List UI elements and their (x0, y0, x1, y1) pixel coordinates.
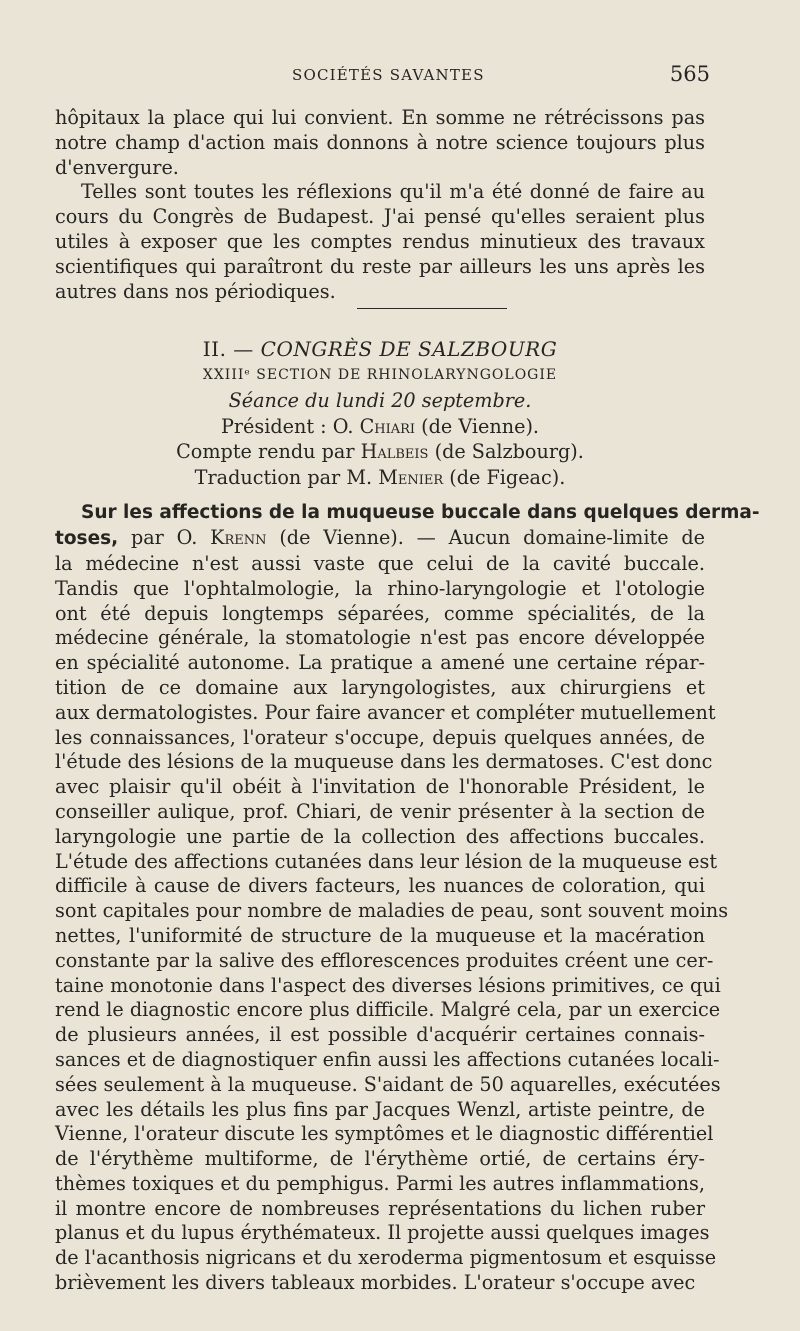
article-paragraph (55, 500, 760, 1296)
section-divider (357, 308, 507, 309)
translation-name: Menier (378, 465, 444, 489)
text-line: en spécialité autonome. La pratique a amené une certaine répar- (55, 651, 705, 675)
text-line: ont été depuis longtemps séparées, comme spécialités, de la (55, 601, 705, 625)
text-line: hôpitaux la place qui lui convient. En somme ne rétrécissons pas (55, 106, 705, 129)
report-prefix: Compte rendu par (176, 440, 355, 464)
text-line: la médecine n'est aussi vaste que celui de la cavité buccale. (55, 551, 705, 575)
president-line (55, 414, 705, 440)
text-line: laryngologie une partie de la collection des affections buccales. (55, 824, 705, 848)
author-line-rest: (de Vienne). — Aucun domaine-limite de (279, 526, 705, 550)
text-line: planus et du lupus érythémateux. Il projette aussi quelques images (55, 1221, 710, 1245)
text-line: tition de ce domaine aux laryngologistes, aux chirurgiens et (55, 675, 705, 699)
author-prefix: par O. (130, 526, 198, 550)
text-line: Vienne, l'orateur discute les symptômes et le diagnostic différentiel (55, 1122, 714, 1146)
section-heading-block (55, 337, 705, 490)
article-author-line (55, 526, 705, 552)
text-line: nettes, l'uniformité de structure de la muqueuse et la macération (55, 923, 705, 947)
text-line: de l'érythème multiforme, de l'érythème ortié, de certains éry- (55, 1147, 705, 1171)
president-name: Chiari (359, 414, 416, 438)
author-name: Krenn (210, 526, 267, 550)
text-line: sées seulement à la muqueuse. S'aidant de 50 aquarelles, exécutées (55, 1072, 721, 1096)
text-line: difficile à cause de divers facteurs, les nuances de coloration, qui (55, 874, 705, 898)
text-line: Tandis que l'ophtalmologie, la rhino-laryngologie et l'otologie (55, 576, 705, 600)
text-line: Telles sont toutes les réflexions qu'il m'a été donné de faire au (81, 180, 705, 204)
seance-date: Séance du lundi 20 septembre. (228, 389, 532, 413)
running-head: SOCIÉTÉS SAVANTES (292, 66, 485, 84)
text-line: cours du Congrès de Budapest. J'ai pensé qu'elles seraient plus (55, 205, 705, 229)
article-title-end: toses, (55, 528, 119, 550)
text-line: taine monotonie dans l'aspect des diverses lésions primitives, ce qui (55, 973, 721, 997)
translation-prefix: Traduction par M. (194, 465, 373, 489)
text-line: médecine générale, la stomatologie n'est pas encore développée (55, 626, 705, 650)
text-line: thèmes toxiques et du pemphigus. Parmi les autres inflammations, (55, 1171, 705, 1195)
text-line: il montre encore de nombreuses représentations du lichen ruber (55, 1196, 705, 1220)
text-line: notre champ d'action mais donnons à notre science toujours plus (55, 130, 705, 154)
text-line: constante par la salive des efflorescences produites créent une cer- (55, 948, 714, 972)
report-name: Halbeis (360, 440, 429, 464)
intro-paragraph (55, 106, 705, 180)
text-line: avec plaisir qu'il obéit à l'invitation de l'honorable Président, le (55, 775, 705, 799)
section-number: II. — (202, 337, 254, 362)
report-line (55, 439, 705, 465)
text-line: autres dans nos périodiques. (55, 279, 336, 303)
section-title (55, 337, 705, 363)
text-line: d'envergure. (55, 155, 179, 179)
text-line: aux dermatologistes. Pour faire avancer et compléter mutuellement (55, 700, 716, 724)
text-line: l'étude des lésions de la muqueuse dans les dermatoses. C'est donc (55, 750, 713, 774)
text-line: de plusieurs années, il est possible d'acquérir certaines connais- (55, 1023, 705, 1047)
text-line: sont capitales pour nombre de maladies de peau, sont souvent moins (55, 899, 729, 923)
president-prefix: Président : O. (220, 414, 354, 438)
president-suffix: (de Vienne). (421, 414, 540, 438)
text-line: avec les détails les plus fins par Jacques Wenzl, artiste peintre, de (55, 1097, 705, 1121)
translation-suffix: (de Figeac). (449, 465, 566, 489)
text-line: L'étude des affections cutanées dans leur lésion de la muqueuse est (55, 849, 718, 873)
page-body (55, 106, 760, 1296)
page-number: 565 (669, 62, 710, 86)
text-line: scientifiques qui paraîtront du reste par ailleurs les uns après les (55, 254, 705, 278)
report-suffix: (de Salzbourg). (434, 440, 584, 464)
text-line: les connaissances, l'orateur s'occupe, depuis quelques années, de (55, 725, 705, 749)
text-line: de l'acanthosis nigricans et du xeroderma pigmentosum et esquisse (55, 1246, 717, 1270)
second-paragraph (55, 180, 705, 304)
page-header (60, 62, 710, 92)
text-line: brièvement les divers tableaux morbides. L'orateur s'occupe avec (55, 1271, 696, 1295)
text-line: conseiller aulique, prof. Chiari, de venir présenter à la section de (55, 799, 705, 823)
text-line: sances et de diagnostiquer enfin aussi les affections cutanées locali- (55, 1047, 720, 1071)
article-title: Sur les affections de la muqueuse buccale dans quelques derma- (81, 502, 760, 524)
text-line: utiles à exposer que les comptes rendus minutieux des travaux (55, 229, 705, 253)
article-title-line (55, 500, 760, 526)
translation-line (55, 465, 705, 491)
subsection-title: XXIIIᵉ SECTION DE RHINOLARYNGOLOGIE (202, 366, 558, 383)
text-line: rend le diagnostic encore plus difficile. Malgré cela, par un exercice (55, 998, 721, 1022)
section-title-text: CONGRÈS DE SALZBOURG (260, 337, 558, 362)
